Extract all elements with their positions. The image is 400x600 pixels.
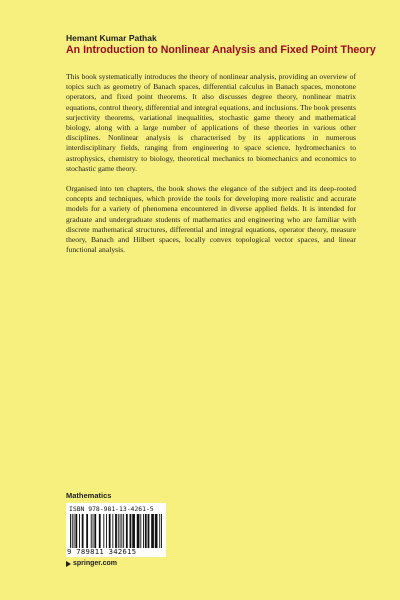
barcode-bar [86,514,88,548]
barcode-bar [151,514,154,548]
subject-category: Mathematics [66,491,112,500]
isbn-label: ISBN 978-981-13-4261-5 [69,505,154,513]
barcode-bar [148,514,150,548]
barcode-bar [120,514,121,548]
description-paragraph-2: Organised into ten chapters, the book shows the elegance of the subject and its deep-rooted concepts and techniques, which provide the tools for developing more realistic and accurate models for a variety of phenomena encountered in diverse applied fields. It is intended for graduate and undergraduate students of mathematics and engineering who are familiar with discrete mathematical structures, differential and integral equations, operator theory, measure theory, Banach and Hilbert spaces, locally convex topological vector spaces, and linear functional analysis. [66,184,356,255]
barcode-bar [159,514,160,548]
barcode-bar [115,514,117,548]
publisher-url: springer.com [73,560,117,567]
ean-digits: 9 789811 342615 [67,547,137,556]
barcode-bar [112,514,113,548]
barcode-bars [70,514,162,548]
barcode-bar [137,514,140,548]
barcode-bar [106,514,107,548]
barcode-bar [140,514,141,548]
barcode-bar [118,514,119,548]
barcode-bar [126,514,128,548]
barcode-bar [155,514,158,548]
barcode-bar [99,514,101,548]
barcode-bar [121,514,122,548]
barcode-bar [82,514,84,548]
barcode-bar [75,514,77,548]
barcode-bar [130,514,132,548]
barcode-bar [161,514,162,548]
book-description [66,72,356,265]
barcode-bar [94,514,96,548]
barcode-bar [72,514,73,548]
barcode-bar [93,514,94,548]
barcode-bar [74,514,75,548]
barcode-bar [103,514,104,548]
barcode-bar [91,514,92,548]
description-paragraph-1: This book systematically introduces the theory of nonlinear analysis, providing an overview of topics such as geometry of Banach spaces, differential calculus in Banach spaces, monotone operators, and fixed point theorems. It also discusses degree theory, nonlinear matrix equations, control theory, differential and integral equations, and inclusions. The book presents surjectivity theorems, variational inequalities, stochastic game theory and mathematical biology, along with a large number of applications of these theories in various other disciplines. Nonlinear analysis is characterised by its applications in numerous interdisciplinary fields, ranging from engineering to space science, hydromechanics to astrophysics, chemistry to biology, theoretical mechanics to biomechanics and economics to stochastic game theory. [66,72,356,173]
book-title: An Introduction to Nonlinear Analysis and Fixed Point Theory [66,44,376,56]
author-name: Hemant Kumar Pathak [66,33,157,43]
barcode-bar [143,514,144,548]
barcode-bar [109,514,111,548]
barcode-bar [79,514,80,548]
barcode-bar [123,514,124,548]
arrow-right-icon [66,561,71,567]
barcode-bar [70,514,71,548]
barcode-bar [145,514,147,548]
publisher-link[interactable] [66,560,117,567]
barcode-bar [132,514,135,548]
barcode-block [66,503,166,557]
